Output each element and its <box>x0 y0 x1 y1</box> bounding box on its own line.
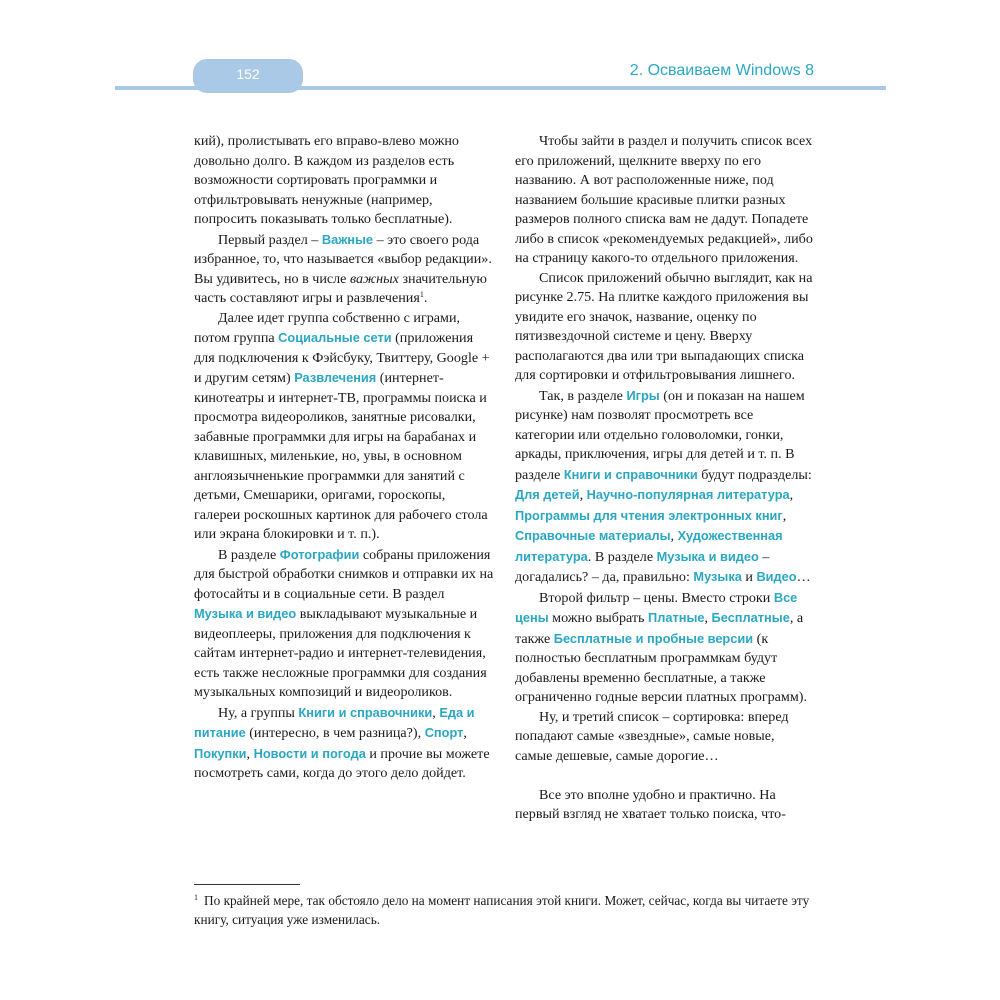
term: Еда и питание <box>194 704 475 740</box>
term: Музыка <box>693 569 742 584</box>
term: Научно-популярная литература <box>586 487 790 502</box>
footnote-mark: 1 <box>194 893 198 902</box>
term: Игры <box>626 387 660 403</box>
paragraph: Второй фильтр – цены. Вместо строки Все цены можно выбрать Платные, Бесплатные, а также Бесплатные и пробные версии (к полностью бесплатным программкам будут добавлены временно бесплатные, а также ограниченно годные версии платных программ). <box>515 589 807 705</box>
paragraph: Ну, а группы Книги и справочники, Еда и питание (интересно, в чем разница?), Спорт, Покупки, Новости и погода и прочие вы можете посмотреть сами, когда до этого дело дойдет. <box>194 704 490 781</box>
paragraph: Ну, и третий список – сортировка: вперед попадают самые «звездные», самые новые, самые дешевые, самые дорогие… <box>515 708 789 764</box>
footnote <box>194 891 820 929</box>
term: Справочные материалы <box>515 528 671 543</box>
term: Важные <box>321 231 374 247</box>
footnote-text: По крайней мере, так обстояло дело на момент написания этой книги. Может, сейчас, когда вы читаете эту книгу, ситуация уже изменилась. <box>194 893 810 927</box>
paragraph: Так, в разделе Игры (он и показан на нашем рисунке) нам позволят просмотреть все категории или отдельно головоломки, гонки, аркады, приключения, игры для детей и т. п. В разделе Книги и справочники будут подразделы: Для детей, Научно-популярная литература, Программы для чтения электронных книг, Справочные материалы, Художественная литература. В разделе Музыка и видео – догадались? – да, правильно: Музыка и Видео… <box>515 387 812 585</box>
paragraph: Далее идет группа собственно с играми, потом группа Социальные сети (приложения для подключения к Фэйсбуку, Твиттеру, Google + и другим сетям) Развлечения (интернет-кинотеатры и интернет-ТВ, программы поиска и просмотра видеороликов, занятные рисовалки, забавные программки для игры на барабанах и клавишных, миленькие, но, увы, в основном англоязычненькие программки для занятий с детьми, Смешарики, оригами, гороскопы, галереи роскошных картинок для рабочего стола или экрана блокировки и т. п.). <box>194 309 490 542</box>
term: Музыка и видео <box>656 548 759 564</box>
term: Художественная литература <box>515 528 783 564</box>
term: Покупки <box>194 745 247 761</box>
term: Платные <box>648 610 705 625</box>
term: Социальные сети <box>278 330 392 345</box>
paragraph: В разделе Фотографии собраны приложения для быстрой обработки снимков и отправки их на фотосайты и в социальные сети. В раздел Музыка и видео выкладывают музыкальные и видеоплееры, приложения для подключения к сайтам интернет-радио и интернет-телевидения, есть также несложные программки для создания музыкальных композиций и видеороликов. <box>194 546 494 700</box>
page-number: 152 <box>193 59 303 93</box>
term: Для детей <box>515 487 580 502</box>
chapter-title: 2. Осваиваем Windows 8 <box>629 62 814 79</box>
paragraph: Список приложений обычно выглядит, как на рисунке 2.75. На плитке каждого приложения вы увидите его значок, название, оценку по пятизвездочной системе и цену. Вверху располагаются два или три выпадающих списка для сортировки и отфильтровывания лишнего. <box>515 269 813 383</box>
term: Книги и справочники <box>298 704 433 720</box>
paragraph: Чтобы зайти в раздел и получить список всех его приложений, щелкните вверху по его названию. А вот расположенные ниже, под названием большие красивые плитки разных размеров полного списка вам не дадут. Попадете либо в список «рекомендуемых редакцией», либо на страницу какого-то отдельного приложения. <box>515 133 813 266</box>
term: Музыка и видео <box>194 606 297 621</box>
right-column <box>515 132 815 825</box>
emphasis: важных <box>349 270 399 287</box>
term: Новости и погода <box>253 745 366 761</box>
term: Бесплатные <box>711 610 790 625</box>
term: Все цены <box>515 589 798 625</box>
term: Фотографии <box>279 546 360 562</box>
term: Спорт <box>424 725 464 740</box>
paragraph-gap <box>515 766 815 786</box>
term: Развлечения <box>294 370 377 385</box>
paragraph: кий), пролистывать его вправо-влево можно довольно долго. В каждом из разделов есть возможности сортировать программки и отфильтровывать ненужные (например, попросить показывать только бесплатные). <box>194 133 459 227</box>
term: Видео <box>756 569 797 584</box>
term: Программы для чтения электронных книг <box>515 507 783 523</box>
left-column <box>194 132 494 784</box>
term: Книги и справочники <box>563 466 698 482</box>
term: Бесплатные и пробные версии <box>553 630 754 646</box>
footnote-ref: 1 <box>419 290 424 299</box>
footnote-rule <box>194 884 300 885</box>
paragraph: Все это вполне удобно и практично. На первый взгляд не хватает только поиска, что- <box>515 786 786 822</box>
paragraph: Первый раздел – Важные – это своего рода избранное, то, что называется «выбор редакции». Вы удивитесь, но в числе важных значительную часть составляют игры и развлечения$^1$. <box>194 231 492 306</box>
